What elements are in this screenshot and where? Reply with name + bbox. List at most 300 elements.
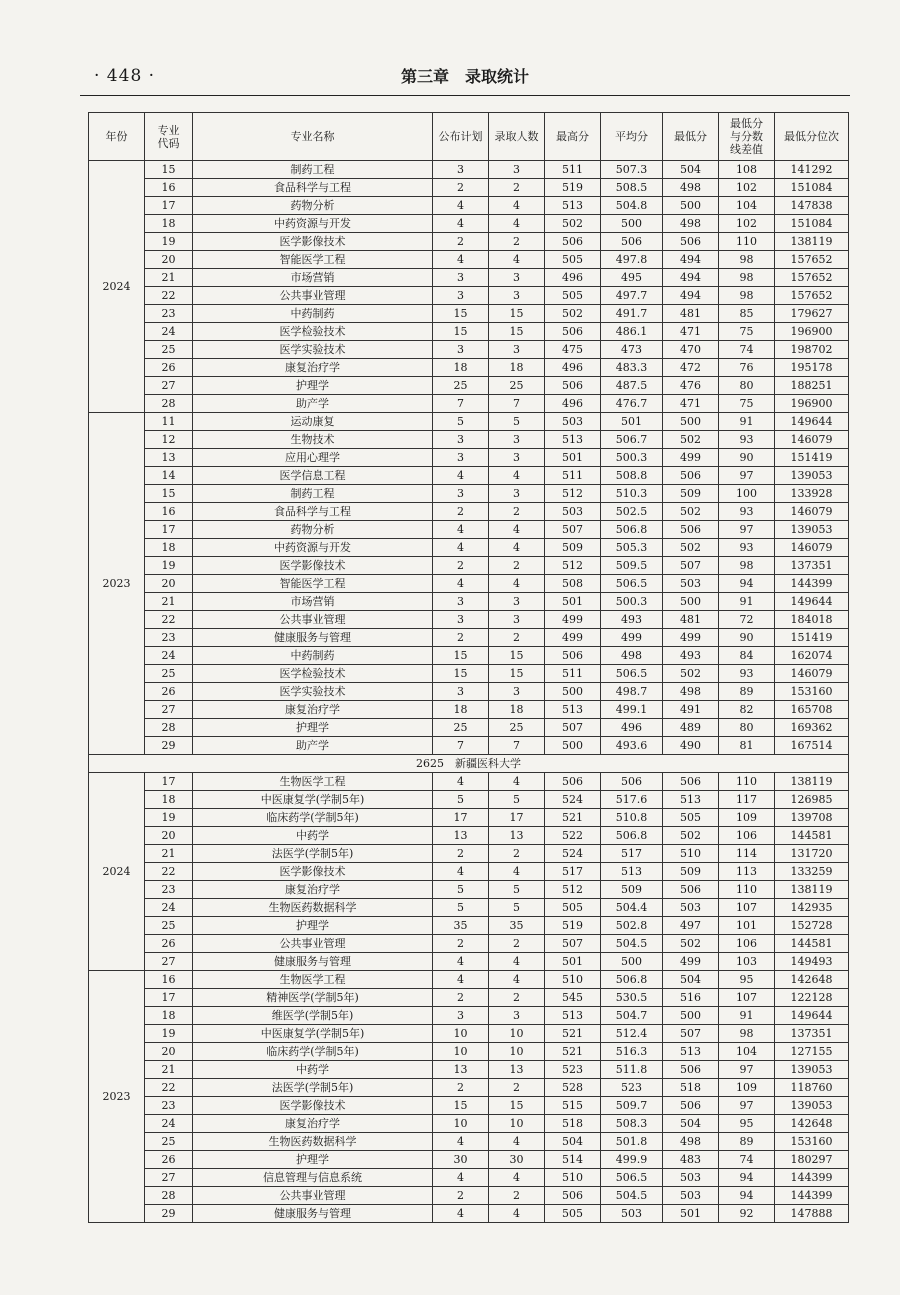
admitted-count-cell: 4 [489,773,545,791]
max-score-cell: 505 [545,251,601,269]
major-name-cell: 信息管理与信息系统 [193,1169,433,1187]
avg-score-cell: 512.4 [601,1025,663,1043]
max-score-cell: 506 [545,323,601,341]
max-score-cell: 511 [545,161,601,179]
avg-score-cell: 504.8 [601,197,663,215]
table-row [89,413,849,431]
planned-count-cell: 3 [433,269,489,287]
min-score-cell: 510 [663,845,719,863]
min-score-cell: 506 [663,521,719,539]
min-rank-cell: 138119 [775,881,849,899]
score-diff-cell: 84 [719,647,775,665]
admitted-count-cell: 4 [489,1133,545,1151]
admitted-count-cell: 2 [489,845,545,863]
major-name-cell: 护理学 [193,1151,433,1169]
max-score-cell: 518 [545,1115,601,1133]
score-diff-cell: 102 [719,179,775,197]
min-score-cell: 491 [663,701,719,719]
max-score-cell: 496 [545,359,601,377]
score-diff-cell: 98 [719,251,775,269]
planned-count-cell: 2 [433,629,489,647]
table-row [89,161,849,179]
score-diff-cell: 80 [719,377,775,395]
planned-count-cell: 3 [433,449,489,467]
score-diff-cell: 106 [719,935,775,953]
table-row [89,575,849,593]
major-name-cell: 康复治疗学 [193,881,433,899]
avg-score-cell: 486.1 [601,323,663,341]
score-diff-cell: 72 [719,611,775,629]
min-rank-cell: 133928 [775,485,849,503]
major-code-cell: 27 [145,377,193,395]
major-code-cell: 26 [145,683,193,701]
avg-score-cell: 511.8 [601,1061,663,1079]
avg-score-cell: 516.3 [601,1043,663,1061]
planned-count-cell: 5 [433,791,489,809]
avg-score-cell: 506.5 [601,1169,663,1187]
score-diff-cell: 95 [719,971,775,989]
min-score-cell: 505 [663,809,719,827]
major-name-cell: 康复治疗学 [193,1115,433,1133]
score-diff-cell: 93 [719,539,775,557]
min-rank-cell: 162074 [775,647,849,665]
major-code-cell: 21 [145,593,193,611]
avg-score-cell: 506.7 [601,431,663,449]
major-code-cell: 27 [145,701,193,719]
table-row [89,485,849,503]
major-name-cell: 市场营销 [193,593,433,611]
major-name-cell: 智能医学工程 [193,575,433,593]
planned-count-cell: 18 [433,701,489,719]
min-score-cell: 499 [663,449,719,467]
score-diff-cell: 76 [719,359,775,377]
score-diff-cell: 102 [719,215,775,233]
min-rank-cell: 147888 [775,1205,849,1223]
table-row [89,377,849,395]
score-diff-cell: 75 [719,323,775,341]
admitted-count-cell: 7 [489,395,545,413]
planned-count-cell: 2 [433,179,489,197]
planned-count-cell: 13 [433,827,489,845]
avg-score-cell: 498.7 [601,683,663,701]
score-diff-cell: 98 [719,1025,775,1043]
major-name-cell: 法医学(学制5年) [193,845,433,863]
min-score-cell: 499 [663,953,719,971]
planned-count-cell: 4 [433,773,489,791]
admitted-count-cell: 7 [489,737,545,755]
year-cell: 2023 [89,971,145,1223]
major-code-cell: 20 [145,575,193,593]
planned-count-cell: 4 [433,1169,489,1187]
min-rank-cell: 144399 [775,575,849,593]
major-code-cell: 20 [145,827,193,845]
major-code-cell: 19 [145,1025,193,1043]
major-name-cell: 公共事业管理 [193,287,433,305]
planned-count-cell: 25 [433,719,489,737]
min-rank-cell: 122128 [775,989,849,1007]
max-score-cell: 505 [545,1205,601,1223]
min-score-cell: 506 [663,1061,719,1079]
major-code-cell: 24 [145,323,193,341]
min-rank-cell: 139053 [775,467,849,485]
major-name-cell: 健康服务与管理 [193,629,433,647]
planned-count-cell: 13 [433,1061,489,1079]
min-score-cell: 493 [663,647,719,665]
page-header [80,58,850,92]
table-row [89,215,849,233]
min-rank-cell: 169362 [775,719,849,737]
score-diff-cell: 97 [719,1061,775,1079]
max-score-cell: 507 [545,719,601,737]
max-score-cell: 524 [545,791,601,809]
planned-count-cell: 4 [433,521,489,539]
admitted-count-cell: 13 [489,827,545,845]
table-row [89,719,849,737]
avg-score-cell: 513 [601,863,663,881]
max-score-cell: 501 [545,593,601,611]
admitted-count-cell: 2 [489,1079,545,1097]
avg-score-cell: 509.7 [601,1097,663,1115]
min-rank-cell: 149644 [775,413,849,431]
table-row [89,269,849,287]
major-code-cell: 15 [145,161,193,179]
min-score-cell: 498 [663,683,719,701]
admitted-count-cell: 10 [489,1043,545,1061]
min-rank-cell: 137351 [775,557,849,575]
max-score-cell: 500 [545,683,601,701]
table-row [89,809,849,827]
score-diff-cell: 98 [719,557,775,575]
column-header: 最低分位次 [775,113,849,161]
admitted-count-cell: 4 [489,1169,545,1187]
column-header: 专业名称 [193,113,433,161]
major-name-cell: 康复治疗学 [193,359,433,377]
table-row [89,971,849,989]
admitted-count-cell: 15 [489,1097,545,1115]
avg-score-cell: 497.8 [601,251,663,269]
score-diff-cell: 91 [719,593,775,611]
major-name-cell: 中药学 [193,1061,433,1079]
score-diff-cell: 101 [719,917,775,935]
score-diff-cell: 90 [719,449,775,467]
admitted-count-cell: 2 [489,179,545,197]
planned-count-cell: 4 [433,539,489,557]
max-score-cell: 500 [545,737,601,755]
min-score-cell: 494 [663,287,719,305]
avg-score-cell: 500.3 [601,593,663,611]
major-code-cell: 19 [145,233,193,251]
avg-score-cell: 493.6 [601,737,663,755]
min-score-cell: 483 [663,1151,719,1169]
major-code-cell: 25 [145,917,193,935]
max-score-cell: 545 [545,989,601,1007]
min-score-cell: 506 [663,467,719,485]
score-diff-cell: 92 [719,1205,775,1223]
avg-score-cell: 506.8 [601,971,663,989]
max-score-cell: 505 [545,899,601,917]
max-score-cell: 506 [545,1187,601,1205]
min-score-cell: 507 [663,557,719,575]
max-score-cell: 502 [545,215,601,233]
min-score-cell: 498 [663,215,719,233]
major-code-cell: 24 [145,899,193,917]
max-score-cell: 511 [545,665,601,683]
avg-score-cell: 500 [601,215,663,233]
major-code-cell: 21 [145,845,193,863]
planned-count-cell: 3 [433,431,489,449]
major-code-cell: 28 [145,395,193,413]
major-name-cell: 市场营销 [193,269,433,287]
min-score-cell: 513 [663,1043,719,1061]
min-rank-cell: 184018 [775,611,849,629]
table-row [89,899,849,917]
major-name-cell: 中医康复学(学制5年) [193,791,433,809]
admitted-count-cell: 3 [489,287,545,305]
major-name-cell: 食品科学与工程 [193,503,433,521]
admitted-count-cell: 4 [489,1205,545,1223]
avg-score-cell: 497.7 [601,287,663,305]
planned-count-cell: 2 [433,557,489,575]
score-diff-cell: 104 [719,197,775,215]
min-score-cell: 504 [663,971,719,989]
major-code-cell: 26 [145,1151,193,1169]
min-score-cell: 500 [663,413,719,431]
major-name-cell: 临床药学(学制5年) [193,1043,433,1061]
major-code-cell: 14 [145,467,193,485]
column-header: 公布计划 [433,113,489,161]
major-name-cell: 护理学 [193,377,433,395]
min-rank-cell: 167514 [775,737,849,755]
admitted-count-cell: 3 [489,449,545,467]
major-name-cell: 制药工程 [193,485,433,503]
min-score-cell: 481 [663,611,719,629]
min-rank-cell: 142648 [775,971,849,989]
major-code-cell: 18 [145,539,193,557]
min-rank-cell: 152728 [775,917,849,935]
avg-score-cell: 508.3 [601,1115,663,1133]
max-score-cell: 513 [545,1007,601,1025]
admitted-count-cell: 4 [489,215,545,233]
table-row [89,1205,849,1223]
admitted-count-cell: 15 [489,323,545,341]
admitted-count-cell: 2 [489,233,545,251]
score-diff-cell: 91 [719,1007,775,1025]
score-diff-cell: 107 [719,989,775,1007]
admitted-count-cell: 3 [489,341,545,359]
max-score-cell: 515 [545,1097,601,1115]
planned-count-cell: 4 [433,215,489,233]
table-row [89,179,849,197]
major-code-cell: 26 [145,359,193,377]
header-row [89,113,849,161]
max-score-cell: 506 [545,773,601,791]
avg-score-cell: 476.7 [601,395,663,413]
major-name-cell: 医学信息工程 [193,467,433,485]
major-code-cell: 12 [145,431,193,449]
min-rank-cell: 127155 [775,1043,849,1061]
major-code-cell: 23 [145,1097,193,1115]
avg-score-cell: 506.5 [601,575,663,593]
score-diff-cell: 98 [719,269,775,287]
admitted-count-cell: 15 [489,305,545,323]
column-header: 年份 [89,113,145,161]
table-row [89,1115,849,1133]
max-score-cell: 507 [545,935,601,953]
column-header: 最低分 [663,113,719,161]
major-code-cell: 19 [145,557,193,575]
min-rank-cell: 151419 [775,449,849,467]
major-code-cell: 15 [145,485,193,503]
min-rank-cell: 149644 [775,1007,849,1025]
max-score-cell: 524 [545,845,601,863]
major-code-cell: 29 [145,1205,193,1223]
avg-score-cell: 504.7 [601,1007,663,1025]
major-name-cell: 生物医药数据科学 [193,1133,433,1151]
max-score-cell: 506 [545,233,601,251]
table-row [89,467,849,485]
table-row [89,431,849,449]
major-code-cell: 23 [145,629,193,647]
table-row [89,773,849,791]
major-code-cell: 24 [145,1115,193,1133]
major-code-cell: 23 [145,881,193,899]
min-score-cell: 494 [663,269,719,287]
min-rank-cell: 141292 [775,161,849,179]
major-name-cell: 公共事业管理 [193,935,433,953]
score-diff-cell: 89 [719,683,775,701]
min-rank-cell: 198702 [775,341,849,359]
min-score-cell: 494 [663,251,719,269]
table-row [89,881,849,899]
admitted-count-cell: 4 [489,521,545,539]
min-rank-cell: 188251 [775,377,849,395]
major-name-cell: 医学实验技术 [193,341,433,359]
min-score-cell: 502 [663,503,719,521]
major-code-cell: 27 [145,1169,193,1187]
table-row [89,503,849,521]
min-rank-cell: 138119 [775,773,849,791]
table-row [89,701,849,719]
admitted-count-cell: 2 [489,557,545,575]
planned-count-cell: 2 [433,935,489,953]
admitted-count-cell: 4 [489,953,545,971]
min-score-cell: 481 [663,305,719,323]
admitted-count-cell: 4 [489,863,545,881]
avg-score-cell: 500 [601,953,663,971]
min-score-cell: 498 [663,1133,719,1151]
major-name-cell: 医学检验技术 [193,665,433,683]
major-name-cell: 中医康复学(学制5年) [193,1025,433,1043]
score-diff-cell: 103 [719,953,775,971]
score-diff-cell: 85 [719,305,775,323]
max-score-cell: 507 [545,521,601,539]
chapter-title: 第三章 录取统计 [400,67,529,86]
year-cell: 2023 [89,413,145,755]
avg-score-cell: 501 [601,413,663,431]
min-rank-cell: 151419 [775,629,849,647]
admitted-count-cell: 2 [489,935,545,953]
min-score-cell: 509 [663,485,719,503]
max-score-cell: 506 [545,647,601,665]
admitted-count-cell: 3 [489,269,545,287]
major-code-cell: 28 [145,719,193,737]
major-name-cell: 医学检验技术 [193,323,433,341]
table-row [89,1151,849,1169]
planned-count-cell: 17 [433,809,489,827]
major-name-cell: 制药工程 [193,161,433,179]
major-name-cell: 应用心理学 [193,449,433,467]
admitted-count-cell: 15 [489,647,545,665]
min-rank-cell: 142648 [775,1115,849,1133]
major-name-cell: 运动康复 [193,413,433,431]
table-row [89,1007,849,1025]
table-row [89,827,849,845]
planned-count-cell: 4 [433,971,489,989]
min-rank-cell: 144581 [775,935,849,953]
major-name-cell: 医学影像技术 [193,557,433,575]
avg-score-cell: 483.3 [601,359,663,377]
table-row [89,683,849,701]
avg-score-cell: 491.7 [601,305,663,323]
admitted-count-cell: 13 [489,1061,545,1079]
year-cell: 2024 [89,161,145,413]
major-code-cell: 11 [145,413,193,431]
major-code-cell: 18 [145,215,193,233]
table-row [89,1169,849,1187]
admitted-count-cell: 30 [489,1151,545,1169]
max-score-cell: 514 [545,1151,601,1169]
major-name-cell: 医学影像技术 [193,233,433,251]
table-row [89,791,849,809]
avg-score-cell: 510.8 [601,809,663,827]
major-name-cell: 生物医学工程 [193,773,433,791]
major-name-cell: 公共事业管理 [193,1187,433,1205]
score-diff-cell: 94 [719,1169,775,1187]
max-score-cell: 499 [545,611,601,629]
score-diff-cell: 100 [719,485,775,503]
score-diff-cell: 89 [719,1133,775,1151]
min-rank-cell: 142935 [775,899,849,917]
section-row [89,755,849,773]
max-score-cell: 496 [545,395,601,413]
max-score-cell: 513 [545,431,601,449]
table-row [89,1097,849,1115]
avg-score-cell: 500.3 [601,449,663,467]
major-code-cell: 16 [145,503,193,521]
min-score-cell: 503 [663,575,719,593]
avg-score-cell: 523 [601,1079,663,1097]
admitted-count-cell: 5 [489,791,545,809]
min-rank-cell: 146079 [775,431,849,449]
score-diff-cell: 107 [719,899,775,917]
table-row [89,233,849,251]
score-diff-cell: 114 [719,845,775,863]
min-score-cell: 499 [663,629,719,647]
major-name-cell: 智能医学工程 [193,251,433,269]
avg-score-cell: 499.1 [601,701,663,719]
admitted-count-cell: 17 [489,809,545,827]
min-rank-cell: 179627 [775,305,849,323]
major-code-cell: 16 [145,179,193,197]
admitted-count-cell: 15 [489,665,545,683]
planned-count-cell: 2 [433,845,489,863]
major-name-cell: 护理学 [193,719,433,737]
min-score-cell: 476 [663,377,719,395]
score-diff-cell: 81 [719,737,775,755]
max-score-cell: 522 [545,827,601,845]
major-code-cell: 17 [145,989,193,1007]
min-score-cell: 502 [663,431,719,449]
